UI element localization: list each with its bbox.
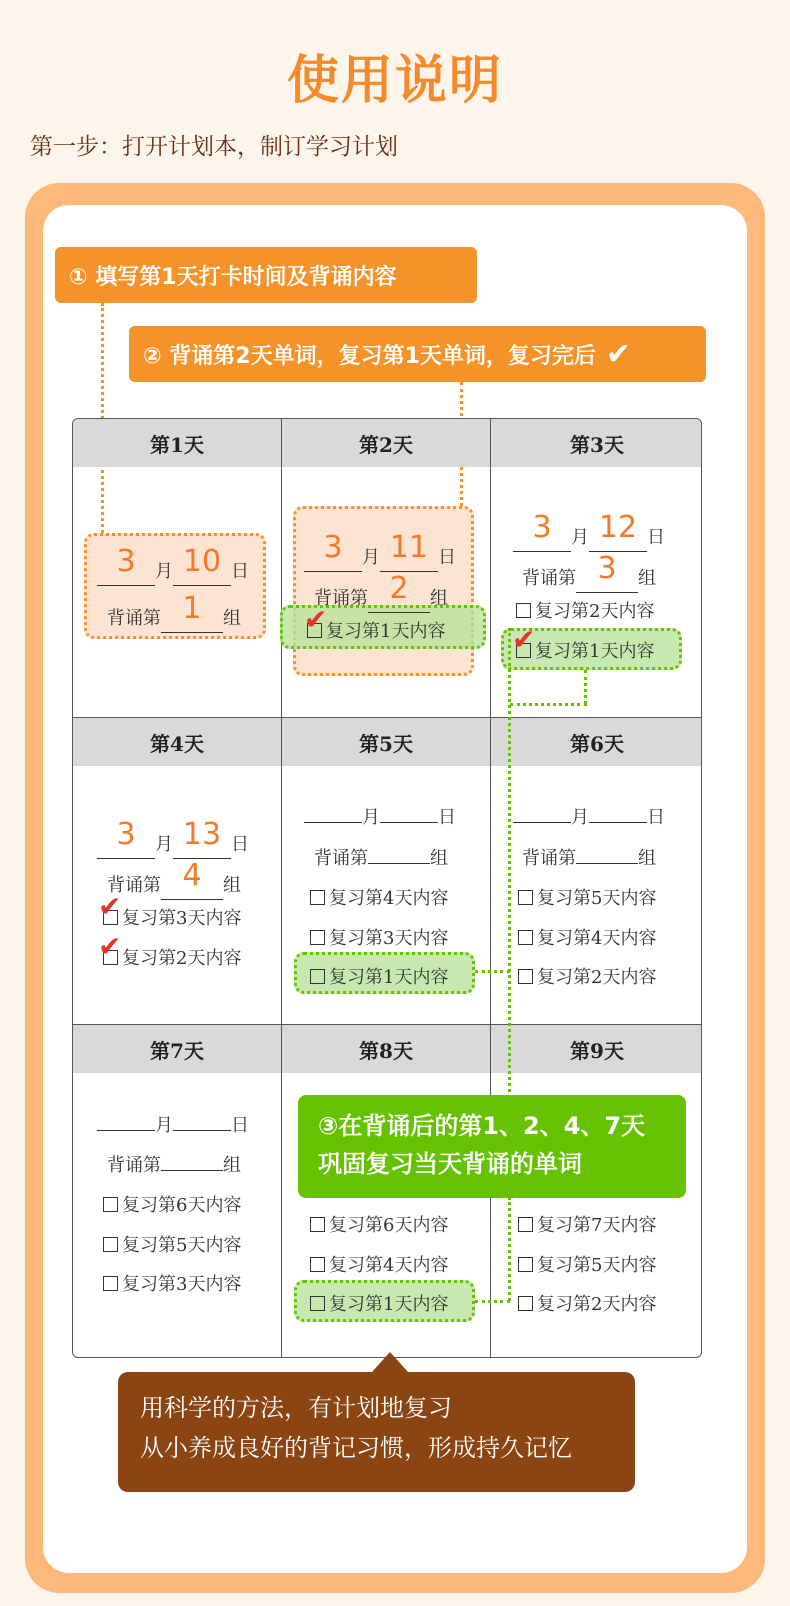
connector-review [510, 703, 587, 706]
recite-suffix: 组 [223, 1155, 241, 1176]
day-label: 日 [647, 807, 665, 828]
day-header: 第7天 [73, 1025, 281, 1073]
recite-prefix: 背诵第 [107, 875, 161, 896]
checkbox[interactable] [310, 969, 325, 984]
review-item: 复习第7天内容 [537, 1215, 657, 1236]
blank-month[interactable] [304, 822, 362, 823]
day-label: 日 [231, 561, 249, 582]
recite-suffix: 组 [638, 848, 656, 869]
recite-prefix: 背诵第 [522, 848, 576, 869]
review-item: 复习第5天内容 [537, 888, 657, 909]
handwritten-month: 3 [532, 510, 552, 545]
day-header: 第8天 [282, 1025, 490, 1073]
review-item: 复习第6天内容 [329, 1215, 449, 1236]
handwritten-month: 3 [116, 544, 136, 579]
connector-review [475, 970, 510, 973]
recite-prefix: 背诵第 [314, 588, 368, 609]
checkbox[interactable] [518, 930, 533, 945]
callout-step2 [129, 326, 706, 382]
blank-group[interactable] [368, 863, 430, 864]
checkbox[interactable] [103, 1197, 118, 1212]
check-icon: ✔ [304, 603, 328, 636]
handwritten-group: 4 [182, 858, 202, 893]
recite-suffix: 组 [430, 848, 448, 869]
review-item: 复习第2天内容 [537, 967, 657, 988]
blank-group[interactable] [161, 1170, 223, 1171]
review-item: 复习第4天内容 [537, 928, 657, 949]
summary-note-line2: 从小养成良好的背记习惯，形成持久记忆 [140, 1434, 572, 1462]
day-label: 日 [438, 807, 456, 828]
review-item: 复习第1天内容 [535, 641, 655, 662]
check-icon: ✔ [512, 623, 536, 656]
review-item: 复习第2天内容 [122, 948, 242, 969]
check-icon: ✔ [98, 890, 122, 923]
review-item: 复习第1天内容 [329, 967, 449, 988]
step-heading: 第一步：打开计划本，制订学习计划 [30, 134, 398, 160]
checkbox[interactable] [518, 1257, 533, 1272]
review-item: 复习第3天内容 [329, 928, 449, 949]
month-label: 月 [362, 807, 380, 828]
handwritten-month: 3 [116, 817, 136, 852]
month-label: 月 [571, 807, 589, 828]
day-header: 第5天 [282, 718, 490, 766]
summary-note-line1: 用科学的方法，有计划地复习 [140, 1394, 452, 1422]
review-item: 复习第6天内容 [122, 1195, 242, 1216]
review-item: 复习第2天内容 [535, 601, 655, 622]
checkbox[interactable] [103, 1237, 118, 1252]
month-label: 月 [155, 834, 173, 855]
month-label: 月 [155, 1115, 173, 1136]
recite-prefix: 背诵第 [107, 1155, 161, 1176]
handwritten-group: 3 [597, 551, 617, 586]
recite-suffix: 组 [223, 608, 241, 629]
checkbox[interactable] [518, 890, 533, 905]
checkbox[interactable] [310, 1257, 325, 1272]
callout-step3 [298, 1095, 686, 1198]
callout-step1 [55, 247, 477, 303]
blank-month[interactable] [97, 1130, 155, 1131]
handwritten-month: 3 [323, 530, 343, 565]
day-header: 第3天 [491, 419, 702, 467]
checkbox[interactable] [518, 969, 533, 984]
page-title: 使用说明 [286, 51, 503, 111]
handwritten-group: 1 [182, 591, 202, 626]
recite-prefix: 背诵第 [107, 608, 161, 629]
review-item: 复习第2天内容 [537, 1294, 657, 1315]
month-label: 月 [155, 561, 173, 582]
handwritten-date: 12 [598, 510, 638, 545]
checkbox[interactable] [310, 1296, 325, 1311]
callout-step3-line2: 巩固复习当天背诵的单词 [318, 1150, 582, 1178]
day-header: 第9天 [491, 1025, 702, 1073]
check-icon: ✔ [605, 336, 632, 372]
month-label: 月 [362, 547, 380, 568]
day-header: 第6天 [491, 718, 702, 766]
handwritten-date: 13 [182, 817, 222, 852]
recite-suffix: 组 [430, 588, 448, 609]
connector-review [508, 628, 511, 1098]
recite-suffix: 组 [223, 875, 241, 896]
day-label: 日 [231, 834, 249, 855]
recite-suffix: 组 [638, 568, 656, 589]
day-header: 第4天 [73, 718, 281, 766]
note-pointer [372, 1352, 408, 1372]
review-item: 复习第5天内容 [537, 1255, 657, 1276]
connector-review [508, 1197, 511, 1301]
day-label: 日 [438, 547, 456, 568]
day-label: 日 [647, 527, 665, 548]
blank-month[interactable] [513, 822, 571, 823]
grid-divider [490, 419, 491, 1357]
blank-date[interactable] [173, 1130, 231, 1131]
review-item: 复习第1天内容 [326, 621, 446, 642]
handwritten-date: 11 [389, 530, 429, 565]
blank-date[interactable] [380, 822, 438, 823]
checkbox[interactable] [516, 603, 531, 618]
handwritten-group: 2 [389, 571, 409, 606]
checkbox[interactable] [310, 930, 325, 945]
callout-step1-text: ① 填写第1天打卡时间及背诵内容 [69, 264, 397, 290]
connector-review [475, 1300, 510, 1303]
checkbox[interactable] [518, 1296, 533, 1311]
day-label: 日 [231, 1115, 249, 1136]
review-item: 复习第4天内容 [329, 888, 449, 909]
check-icon: ✔ [98, 930, 122, 963]
recite-prefix: 背诵第 [314, 848, 368, 869]
connector-review [584, 670, 587, 704]
checkbox[interactable] [103, 1276, 118, 1291]
grid-divider [281, 419, 282, 1357]
blank-date[interactable] [589, 822, 647, 823]
month-label: 月 [571, 527, 589, 548]
review-item: 复习第3天内容 [122, 1274, 242, 1295]
recite-prefix: 背诵第 [522, 568, 576, 589]
day-header: 第2天 [282, 419, 490, 467]
review-item: 复习第3天内容 [122, 908, 242, 929]
checkbox[interactable] [310, 1217, 325, 1232]
blank-group[interactable] [576, 863, 638, 864]
callout-step3-line1: ③在背诵后的第1、2、4、7天 [318, 1112, 646, 1140]
review-item: 复习第5天内容 [122, 1235, 242, 1256]
day-header: 第1天 [73, 419, 281, 467]
summary-note [118, 1372, 635, 1492]
handwritten-date: 10 [182, 544, 222, 579]
review-item: 复习第1天内容 [329, 1294, 449, 1315]
checkbox[interactable] [518, 1217, 533, 1232]
review-item: 复习第4天内容 [329, 1255, 449, 1276]
checkbox[interactable] [310, 890, 325, 905]
callout-step2-text: ② 背诵第2天单词，复习第1天单词，复习完后 [143, 343, 596, 369]
